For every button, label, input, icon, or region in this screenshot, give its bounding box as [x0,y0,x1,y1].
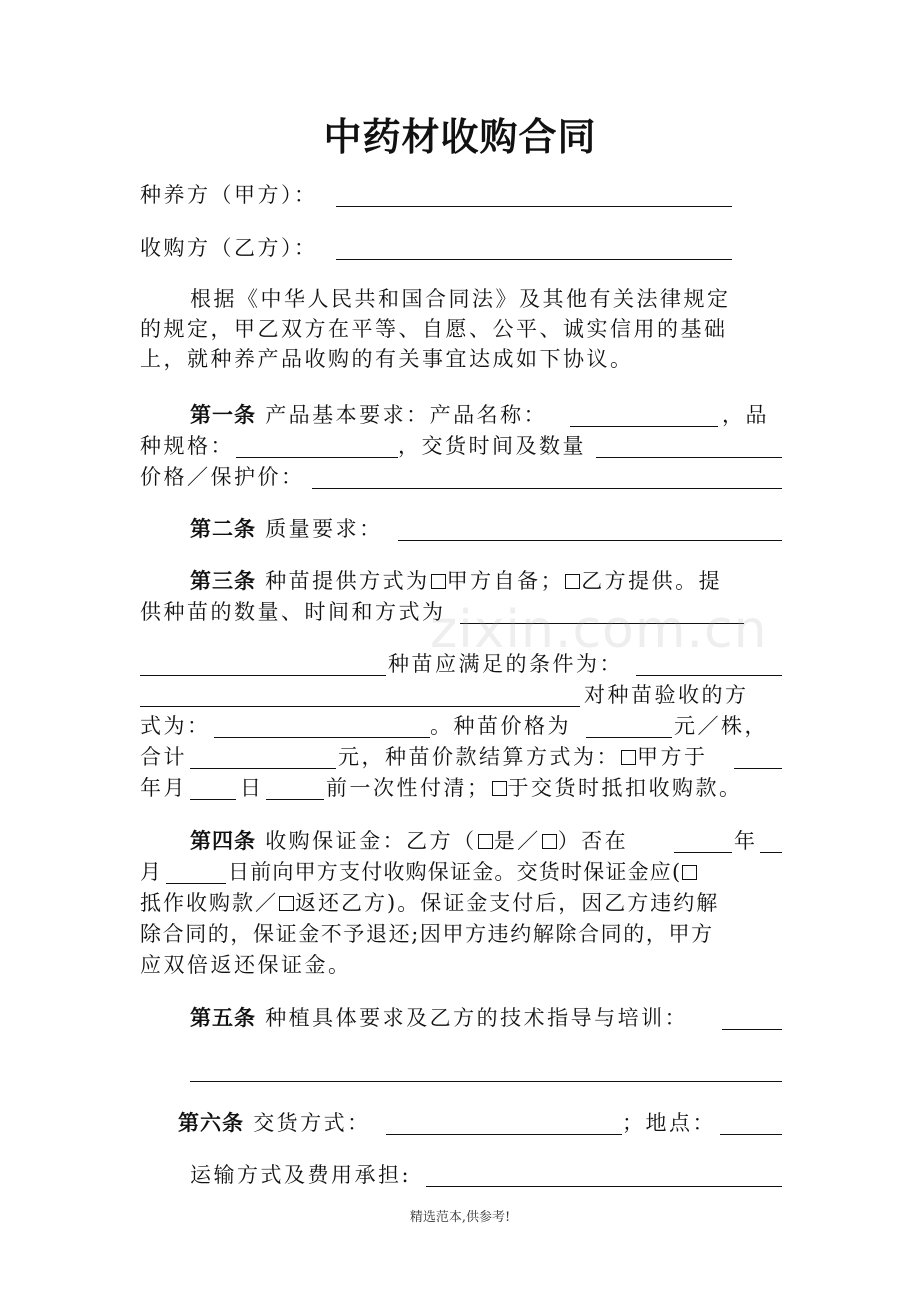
checkbox-deduct[interactable] [492,781,507,796]
checkbox-party-b-provide[interactable] [565,574,580,589]
intro-line-3: 上，就种养产品收购的有关事宜达成如下协议。 [140,347,634,371]
article-3-settlement [338,742,708,772]
training-blank [722,1029,782,1030]
seedling-price-blank [586,737,672,738]
article-4-year-label: 年 [734,829,758,853]
article-3-acceptance-label-b: 式为： [140,714,211,738]
checkbox-pay-before[interactable] [621,750,636,765]
article-3-pay-before-label: 甲方于 [637,745,708,769]
article-3-pay-once: 前一次性付清； [326,776,491,800]
article-4-deposit-text: 日前向甲方支付收购保证金。交货时保证金应( [228,860,682,884]
article-3-text: 种苗提供方式为 [265,569,430,593]
article-3-line-1 [190,566,722,596]
article-1-spec-label: 种规格： [140,434,234,458]
seedling-terms-blank-2 [140,675,386,676]
article-3-seedling-terms-label: 供种苗的数量、时间和方式为 [140,600,446,624]
page-title: 中药材收购合同 [323,115,597,159]
article-4-line-3 [140,888,719,918]
article-4-label: 第四条 [190,829,256,853]
footer-note: 精选范本,供参考! [409,1210,511,1225]
article-4-line-5: 应双倍返还保证金。 [140,953,352,977]
article-4-deduct-label: 抵作收购款／ [140,891,278,915]
checkbox-deposit-no[interactable] [542,834,557,849]
article-3-day-label: 日 [240,776,264,800]
article-4-line-2 [228,857,698,887]
article-3-deduct-label: 于交货时抵扣收购款。 [507,776,743,800]
checkbox-return-deposit[interactable] [279,896,294,911]
quality-blank [398,540,782,541]
watermark: zixin.com.cn [430,600,768,660]
article-3-unit: 元／株， [674,714,768,738]
deposit-day-blank [166,883,226,884]
article-5-text: 种植具体要求及乙方的技术指导与培训： [265,1006,689,1030]
delivery-blank [596,457,782,458]
article-1-label: 第一条 [190,403,256,427]
article-1-line-1 [190,400,547,430]
article-3-price-label: 。种苗价格为 [430,714,571,738]
article-3-total-label: 合计 [140,745,187,769]
spec-blank [236,457,398,458]
delivery-method-blank [386,1134,622,1135]
article-3-option-b: 乙方提供。提 [581,569,723,593]
price-blank [312,488,782,489]
pay-month-blank [190,799,236,800]
article-3-settlement-label: 元，种苗价款结算方式为： [338,745,620,769]
article-3-conditions-label: 种苗应满足的条件为： [388,652,623,676]
total-blank [190,768,336,769]
article-5-label: 第五条 [190,1006,256,1030]
article-1-text-b: ，品 [722,403,769,427]
pay-year-blank [734,768,782,769]
article-6-transport-label: 运输方式及费用承担: [190,1163,412,1187]
article-4-no-label: ）否在 [557,829,629,853]
article-3-label: 第三条 [190,569,256,593]
party-b-label: 收购方（乙方）： [140,236,318,260]
transport-blank [426,1186,782,1187]
deposit-month-pre-blank [760,852,782,853]
article-5-line-1 [190,1003,688,1033]
party-a-blank [336,206,732,207]
article-4-month-label: 月 [140,860,164,884]
article-4-yes-label: 是／ [493,829,541,853]
article-2-text: 质量要求： [265,517,383,541]
article-1-price-label: 价格／保护价： [140,465,305,489]
article-4-line-1 [190,826,628,856]
article-4-text: 收购保证金：乙方（ [265,829,477,853]
product-name-blank [570,426,718,427]
intro-line-1: 根据《中华人民共和国合同法》及其他有关法律规定 [190,287,731,311]
article-6-line-1 [178,1108,371,1138]
conditions-blank [636,675,782,676]
article-6-label: 第六条 [178,1111,244,1135]
article-4-return-label: 返还乙方)。保证金支付后，因乙方违约解 [295,891,720,915]
intro-line-2: 的规定，甲乙双方在平等、自愿、公平、诚实信用的基础 [140,317,728,341]
article-3-date-label: 年月 [140,776,187,800]
conditions-blank-2 [140,706,580,707]
checkbox-party-a-provide[interactable] [431,574,446,589]
article-1-text: 产品基本要求：产品名称： [265,403,548,427]
pay-day-blank [266,799,324,800]
acceptance-blank [214,737,430,738]
article-6-text: 交货方式： [253,1111,371,1135]
party-a-label: 种养方（甲方）： [140,183,318,207]
location-blank [720,1134,782,1135]
article-1-delivery-label: ，交货时间及数量 [398,434,586,458]
deposit-year-blank [674,852,732,853]
article-6-location-label: ；地点： [622,1111,716,1135]
checkbox-deduct-deposit[interactable] [682,865,697,880]
article-4-line-4: 除合同的，保证金不予退还;因甲方违约解除合同的，甲方 [140,922,714,946]
article-2-label: 第二条 [190,517,256,541]
article-3-pay-options [326,773,743,803]
party-b-blank [336,259,732,260]
article-2-line [190,514,383,544]
article-3-option-a: 甲方自备； [446,569,565,593]
training-blank-2 [190,1081,782,1082]
checkbox-deposit-yes[interactable] [478,834,493,849]
article-3-acceptance-label: 对种苗验收的方 [584,683,749,707]
